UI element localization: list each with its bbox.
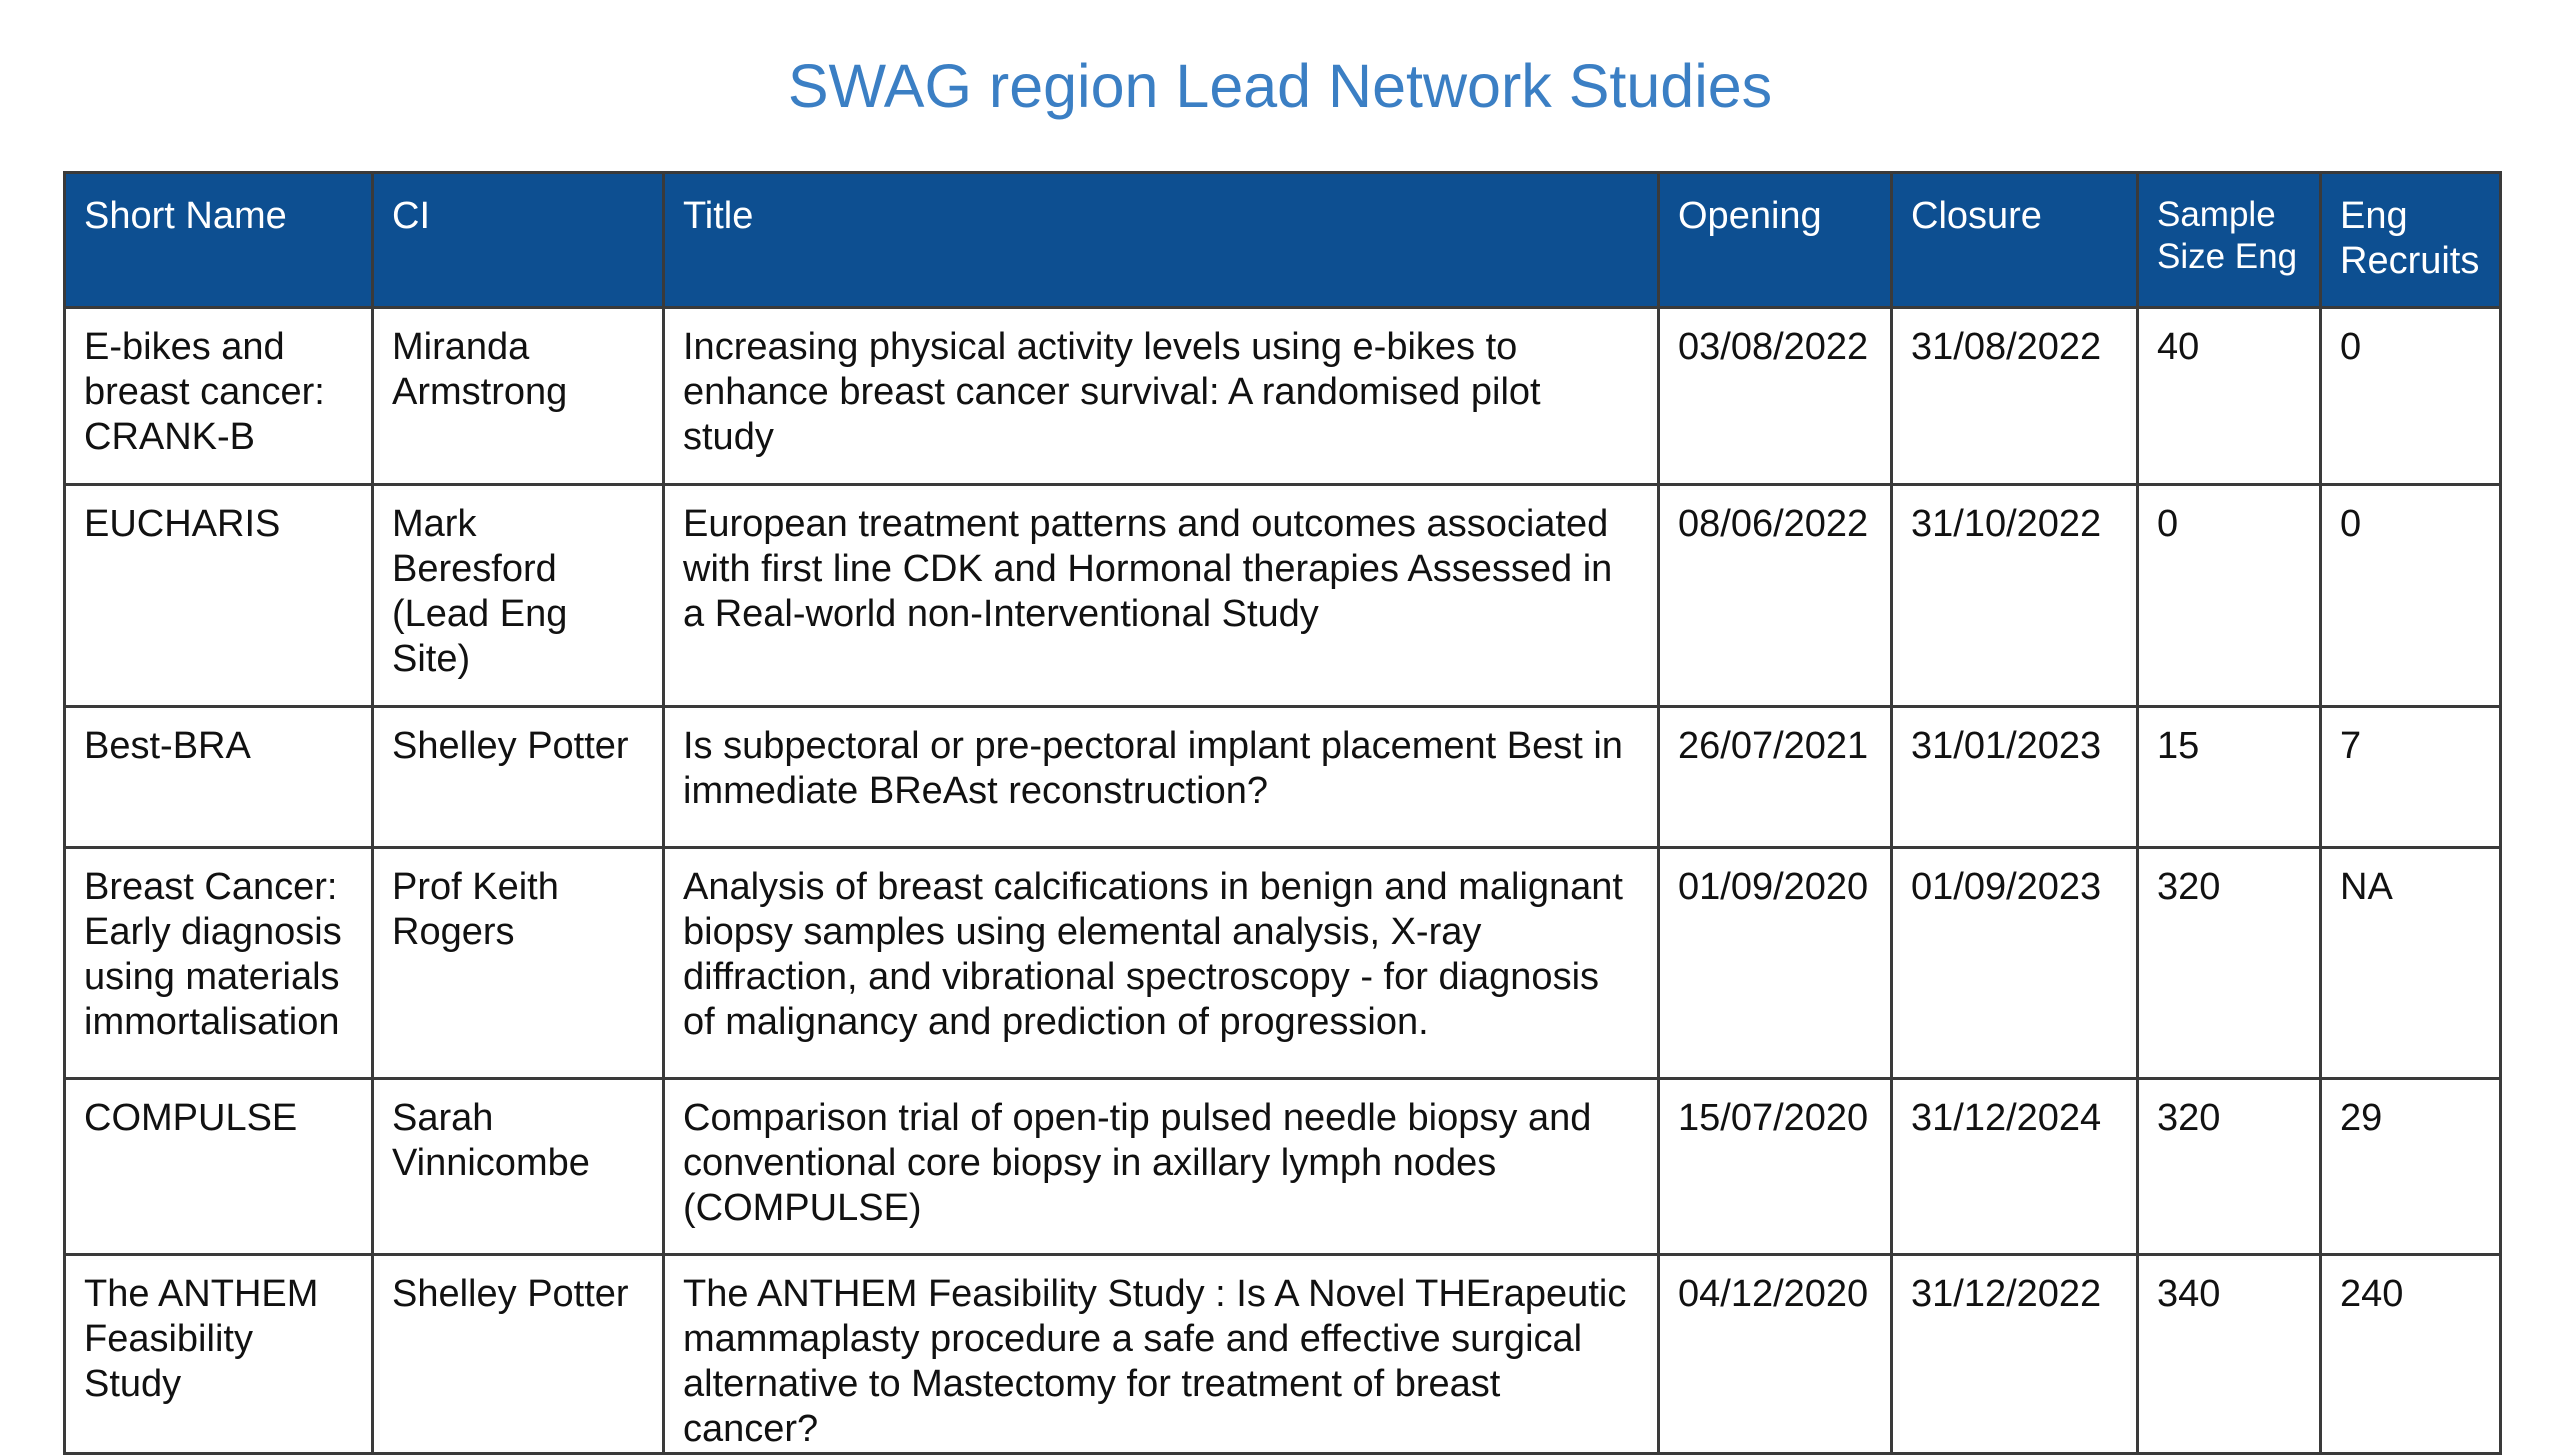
cell-short-name: E-bikes and breast cancer: CRANK-B: [65, 308, 373, 485]
cell-title: Is subpectoral or pre-pectoral implant placement Best in immediate BReAst reconstruction?: [664, 707, 1659, 848]
cell-short-name: Breast Cancer: Early diagnosis using materials immortalisation: [65, 848, 373, 1079]
cell-eng-recruits: NA: [2321, 848, 2501, 1079]
cell-closure: 01/09/2023: [1892, 848, 2138, 1079]
cell-title: The ANTHEM Feasibility Study : Is A Novel THErapeutic mammaplasty procedure a safe and effective surgical alternative to Mastectomy for treatment of breast cancer?: [664, 1255, 1659, 1454]
cell-opening: 03/08/2022: [1659, 308, 1892, 485]
table-row: [65, 1079, 2501, 1255]
cell-closure: 31/12/2024: [1892, 1079, 2138, 1255]
cell-short-name: Best-BRA: [65, 707, 373, 848]
header-eng-recruits: Eng Recruits: [2321, 173, 2501, 308]
cell-closure: 31/12/2022: [1892, 1255, 2138, 1454]
cell-sample-size-eng: 15: [2138, 707, 2321, 848]
cell-ci: Sarah Vinnicombe: [373, 1079, 664, 1255]
cell-eng-recruits: 7: [2321, 707, 2501, 848]
cell-sample-size-eng: 320: [2138, 848, 2321, 1079]
cell-short-name: COMPULSE: [65, 1079, 373, 1255]
cell-sample-size-eng: 340: [2138, 1255, 2321, 1454]
header-short-name: Short Name: [65, 173, 373, 308]
cell-closure: 31/08/2022: [1892, 308, 2138, 485]
cell-eng-recruits: 240: [2321, 1255, 2501, 1454]
cell-ci: Shelley Potter: [373, 707, 664, 848]
cell-sample-size-eng: 320: [2138, 1079, 2321, 1255]
cell-opening: 04/12/2020: [1659, 1255, 1892, 1454]
cell-ci: Prof Keith Rogers: [373, 848, 664, 1079]
table-row: [65, 707, 2501, 848]
cell-title: European treatment patterns and outcomes associated with first line CDK and Hormonal therapies Assessed in a Real-world non-Interventional Study: [664, 485, 1659, 707]
table-row: [65, 308, 2501, 485]
cell-short-name: The ANTHEM Feasibility Study: [65, 1255, 373, 1454]
cell-short-name: EUCHARIS: [65, 485, 373, 707]
table-row: [65, 848, 2501, 1079]
cell-opening: 15/07/2020: [1659, 1079, 1892, 1255]
cell-opening: 01/09/2020: [1659, 848, 1892, 1079]
cell-closure: 31/10/2022: [1892, 485, 2138, 707]
header-title: Title: [664, 173, 1659, 308]
studies-table: [63, 171, 2502, 1455]
table-header-row: [65, 173, 2501, 308]
cell-eng-recruits: 0: [2321, 485, 2501, 707]
table-row: [65, 485, 2501, 707]
cell-ci: Miranda Armstrong: [373, 308, 664, 485]
cell-sample-size-eng: 0: [2138, 485, 2321, 707]
cell-title: Comparison trial of open-tip pulsed needle biopsy and conventional core biopsy in axillary lymph nodes (COMPULSE): [664, 1079, 1659, 1255]
cell-sample-size-eng: 40: [2138, 308, 2321, 485]
cell-title: Analysis of breast calcifications in benign and malignant biopsy samples using elemental analysis, X-ray diffraction, and vibrational spectroscopy - for diagnosis of malignancy and prediction of progression.: [664, 848, 1659, 1079]
cell-ci: Mark Beresford (Lead Eng Site): [373, 485, 664, 707]
header-ci: CI: [373, 173, 664, 308]
header-sample-size-eng: Sample Size Eng: [2138, 173, 2321, 308]
cell-eng-recruits: 29: [2321, 1079, 2501, 1255]
cell-closure: 31/01/2023: [1892, 707, 2138, 848]
cell-title: Increasing physical activity levels using e-bikes to enhance breast cancer survival: A randomised pilot study: [664, 308, 1659, 485]
cell-ci: Shelley Potter: [373, 1255, 664, 1454]
page-title: SWAG region Lead Network Studies: [787, 52, 1773, 120]
header-closure: Closure: [1892, 173, 2138, 308]
header-opening: Opening: [1659, 173, 1892, 308]
table-row: [65, 1255, 2501, 1454]
cell-eng-recruits: 0: [2321, 308, 2501, 485]
cell-opening: 26/07/2021: [1659, 707, 1892, 848]
cell-opening: 08/06/2022: [1659, 485, 1892, 707]
